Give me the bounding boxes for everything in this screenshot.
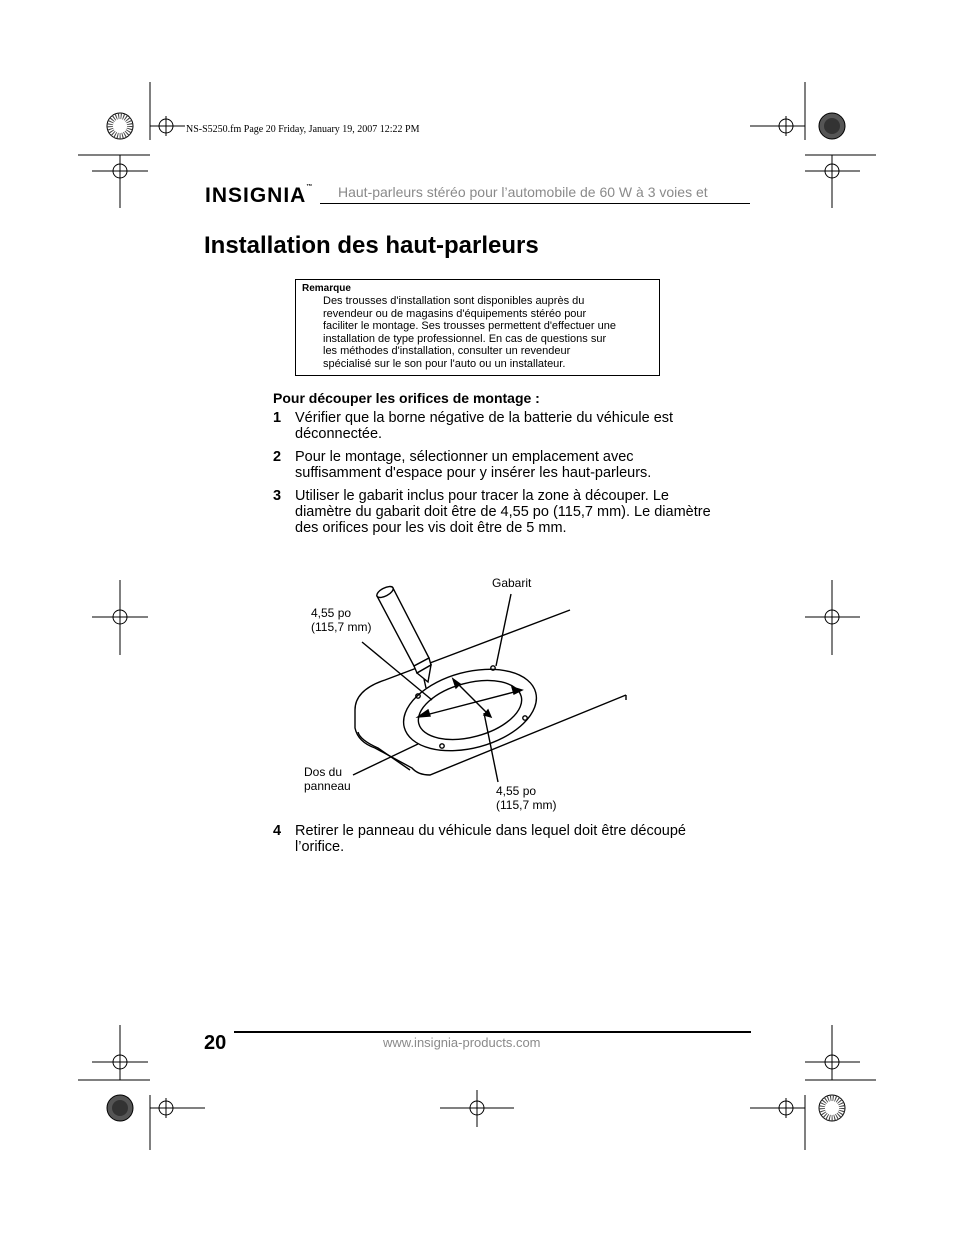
note-line: installation de type professionnel. En cas de questions sur — [323, 332, 607, 345]
note-line: spécialisé sur le son pour l'auto ou un installateur. — [323, 357, 566, 370]
callout-line: (115,7 mm) — [311, 620, 372, 634]
label-panel-back — [304, 765, 351, 793]
header-rule — [320, 203, 750, 204]
step-4 — [273, 823, 753, 857]
step-text — [295, 410, 673, 442]
label-template: Gabarit — [492, 576, 532, 590]
step-line: des orifices pour les vis doit être de 5 mm. — [295, 520, 567, 536]
logo-text: INSIGNIA — [205, 184, 307, 207]
step-line: suffisamment d'espace pour y insérer les haut-parleurs. — [295, 465, 652, 481]
page-number: 20 — [204, 1032, 227, 1054]
step-2 — [273, 449, 753, 483]
step-text — [295, 449, 651, 481]
note-line: les méthodes d'installation, consulter un revendeur — [323, 345, 571, 357]
page-title: Installation des haut-parleurs — [204, 232, 539, 259]
step-number: 2 — [273, 449, 282, 465]
step-line: l’orifice. — [295, 839, 345, 855]
note-label: Remarque — [302, 283, 351, 294]
label-diameter-top — [311, 606, 371, 634]
callout-line: 4,55 po — [496, 784, 537, 798]
step-number: 4 — [273, 823, 282, 839]
insignia-logo — [205, 184, 312, 208]
procedure-heading: Pour découper les orifices de montage : — [273, 390, 540, 406]
step-text — [295, 488, 711, 536]
callout-line: panneau — [304, 779, 351, 793]
file-slug: NS-S5250.fm Page 20 Friday, January 19, 2007 12:22 PM — [186, 124, 420, 135]
footer-url: www.insignia-products.com — [383, 1035, 541, 1050]
label-diameter-bottom — [496, 784, 556, 812]
callout-line: 4,55 po — [311, 606, 352, 620]
note-box — [295, 279, 660, 376]
template-illustration — [300, 570, 640, 820]
step-line: Retirer le panneau du véhicule dans lequel doit être découpé — [295, 823, 686, 839]
step-text — [295, 823, 686, 855]
step-number: 3 — [273, 488, 282, 504]
step-1 — [273, 410, 753, 444]
footer-rule — [234, 1031, 751, 1033]
note-line: revendeur ou de magasins d'équipements stéréo pour — [323, 307, 587, 320]
trademark-symbol: ™ — [306, 184, 313, 190]
step-line: déconnectée. — [295, 426, 383, 442]
step-line: Pour le montage, sélectionner un emplacement avec — [295, 449, 634, 465]
callout-line: Dos du — [304, 765, 343, 779]
note-line: faciliter le montage. Ses trousses permettent d'effectuer une — [323, 320, 616, 332]
note-body — [323, 295, 658, 370]
note-line: Des trousses d'installation sont disponibles auprès du — [323, 295, 585, 307]
step-line: Vérifier que la borne négative de la batterie du véhicule est — [295, 410, 674, 426]
step-line: Utiliser le gabarit inclus pour tracer la zone à découper. Le — [295, 488, 669, 504]
step-3 — [273, 488, 753, 538]
step-line: diamètre du gabarit doit être de 4,55 po (115,7 mm). Le diamètre — [295, 504, 711, 520]
callout-line: (115,7 mm) — [496, 798, 557, 812]
step-number: 1 — [273, 410, 282, 426]
running-header: Haut-parleurs stéréo pour l’automobile de 60 W à 3 voies et — [338, 184, 708, 200]
